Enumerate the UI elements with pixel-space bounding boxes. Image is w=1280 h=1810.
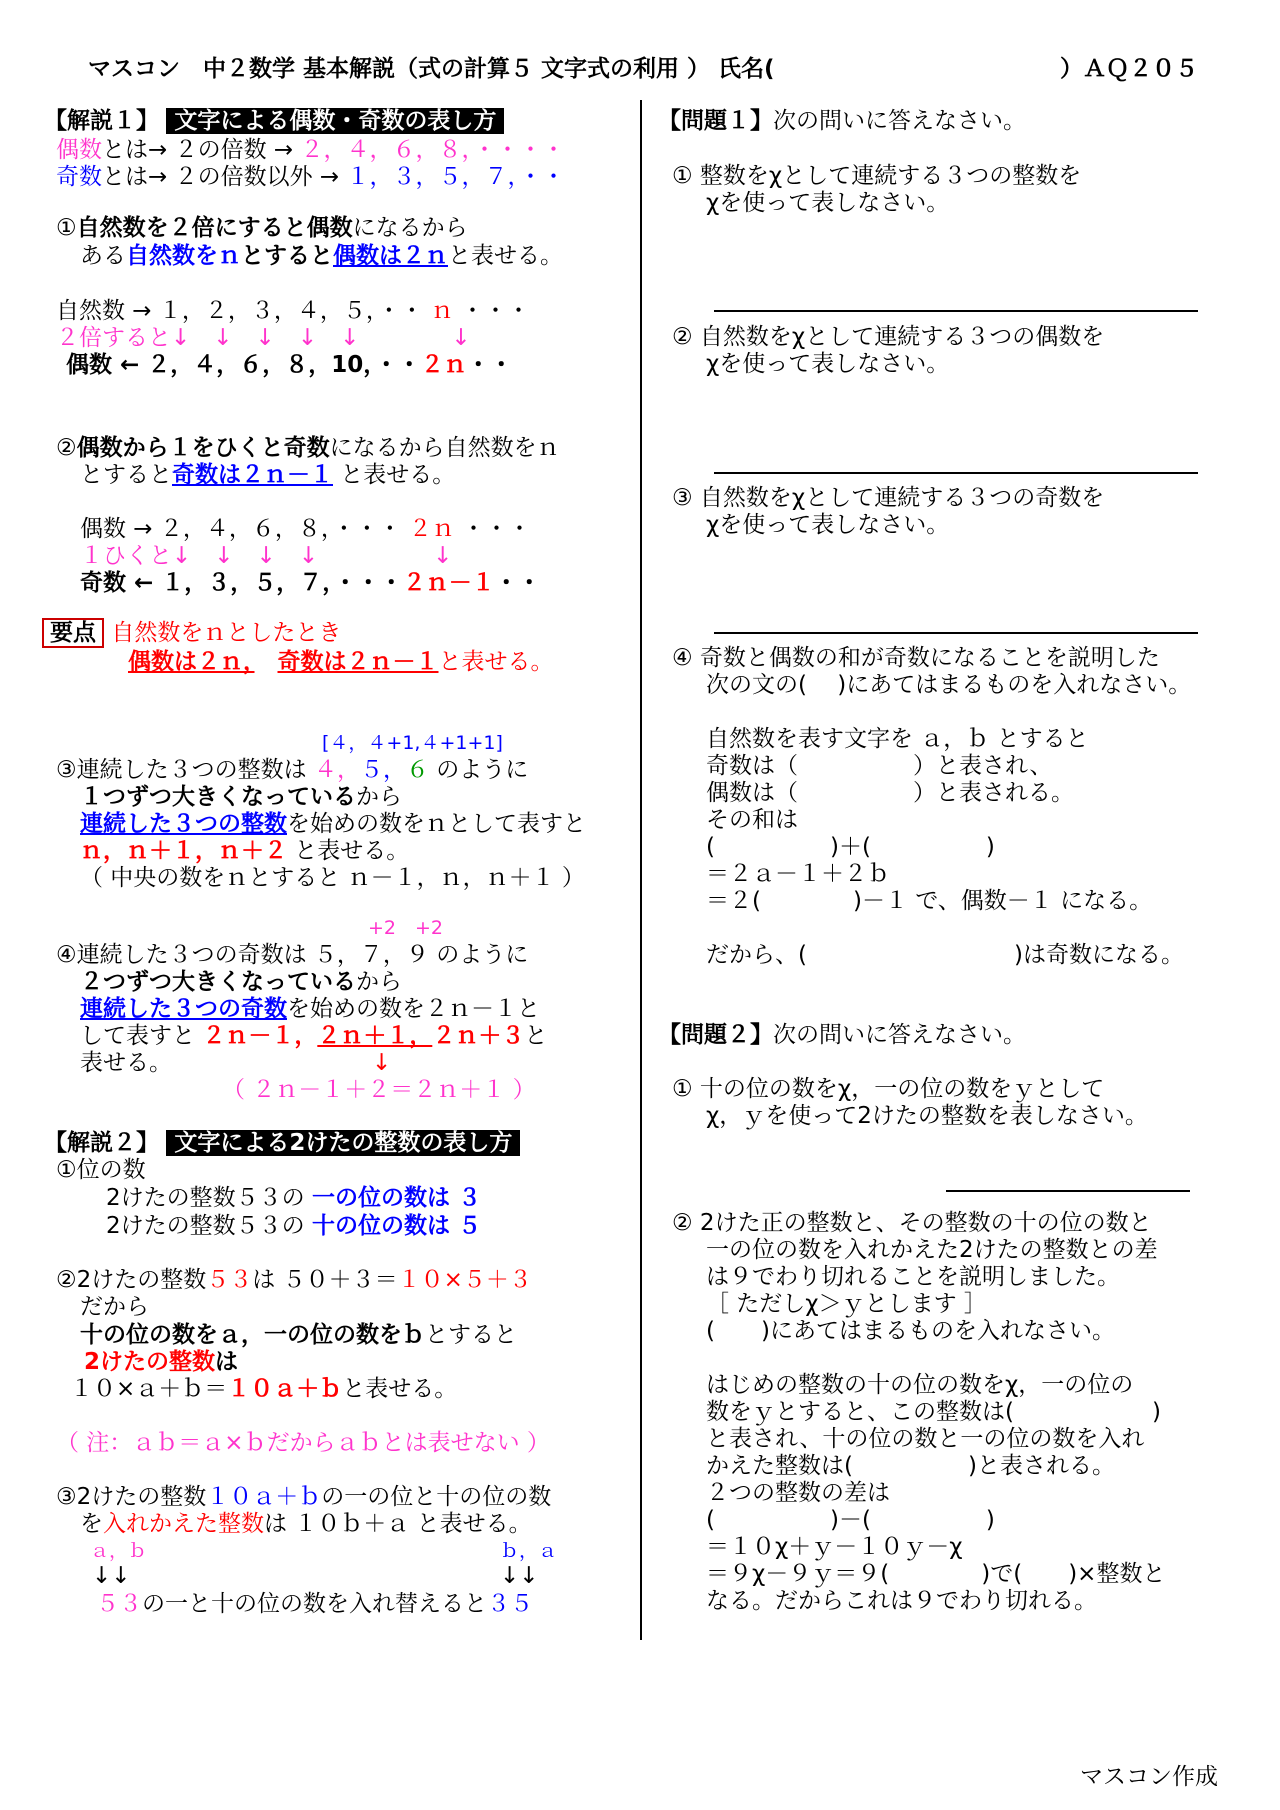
even-word: 偶数 <box>56 137 102 163</box>
r2-line8: と表され、十の位の数と一の位の数を入れ <box>706 1426 1145 1452</box>
point3-line3: 連続した３つの整数を始めの数をｎとして表すと <box>80 811 586 837</box>
k2-line9: ③2けたの整数１０ａ＋ｂの一の位と十の位の数 <box>56 1484 552 1510</box>
r2-line5: ( )にあてはまるものを入れなさい。 <box>706 1318 1115 1344</box>
mondai1-header <box>658 108 1026 134</box>
q3-line2: χを使って表しなさい。 <box>706 512 950 538</box>
table1-row2: ２倍すると↓ ↓ ↓ ↓ ↓ ↓ <box>56 325 471 351</box>
kaisetsu1-title: 文字による偶数・奇数の表し方 <box>166 108 504 134</box>
k2-ab-label: ａ，ｂ <box>90 1540 148 1562</box>
q4-line10: だから、( )は奇数になる。 <box>706 942 1184 968</box>
k2-line5: だから <box>80 1294 149 1320</box>
even-examples: ２，４，６，８，・・・・ <box>300 137 565 163</box>
r2-line12: ＝１０χ＋ｙ－１０ｙ－χ <box>706 1534 963 1560</box>
q4-line7: ( )＋( ) <box>706 834 995 860</box>
page-title: マスコン 中２数学 基本解説（式の計算５ 文字式の利用 ） 氏名( <box>88 56 775 82</box>
kaisetsu1-tag: 【解説１】 <box>44 108 159 134</box>
mondai1-tag: 【問題１】 <box>658 108 773 134</box>
q1-answer-line[interactable] <box>714 310 1198 312</box>
q1-line1: ① 整数をχとして連続する３つの整数を <box>672 163 1082 189</box>
k2-line8: １０×ａ＋ｂ＝１０ａ＋ｂと表せる。 <box>70 1376 458 1402</box>
q4-line5: 偶数は（ ）と表される。 <box>706 780 1074 806</box>
k2-ba-label: ｂ，ａ <box>500 1540 558 1562</box>
r2-line10: ２つの整数の差は <box>706 1480 890 1506</box>
column-divider <box>640 100 642 1640</box>
odd-examples: １，３，５，７，・・ <box>346 164 565 190</box>
q1-line2: χを使って表しなさい。 <box>706 190 950 216</box>
r2-line13: ＝９χ－９ｙ＝９( )で( )×整数と <box>706 1561 1166 1587</box>
k2-line4: ②2けたの整数５３は ５０＋３＝１０×５＋３ <box>56 1267 532 1293</box>
k2-note: （ 注：ａｂ＝ａ×ｂだからａｂとは表せない ） <box>56 1430 550 1456</box>
q4-line9: ＝２( )－１ で、偶数－１ になる。 <box>706 888 1153 914</box>
r1-line2: χ，ｙを使って2けたの整数を表しなさい。 <box>706 1103 1148 1129</box>
k2-line3: 2けたの整数５３の 十の位の数は ５ <box>106 1213 481 1239</box>
r2-line6: はじめの整数の十の位の数をχ，一の位の <box>706 1372 1134 1398</box>
r1-answer-line[interactable] <box>946 1190 1190 1192</box>
kaisetsu1-header <box>44 108 504 134</box>
q4-line2: 次の文の( )にあてはまるものを入れなさい。 <box>706 672 1192 698</box>
k2-line6: 十の位の数をａ，一の位の数をｂとすると <box>80 1322 517 1348</box>
r2-line4: ［ ただしχ＞ｙとします ］ <box>706 1291 987 1317</box>
q4-line1: ④ 奇数と偶数の和が奇数になることを説明した <box>672 645 1160 671</box>
q2-line2: χを使って表しなさい。 <box>706 351 950 377</box>
point3-line4: ｎ，ｎ＋１，ｎ＋２ と表せる。 <box>80 838 410 864</box>
kaisetsu2-tag: 【解説２】 <box>44 1130 159 1156</box>
table2-row3: 奇数 ← １，３，５，７，・・・２ｎ－１・・ <box>80 570 541 596</box>
mondai1-title: 次の問いに答えなさい。 <box>773 108 1026 134</box>
table1-row3: 偶数 ← ２，４，６，８，10，・・２ｎ・・ <box>66 352 513 378</box>
point2-line1: ②偶数から１をひくと奇数になるから自然数をｎ <box>56 435 560 461</box>
k2-line7: 2けたの整数は <box>84 1349 239 1375</box>
r2-line9: かえた整数は( )と表される。 <box>706 1453 1115 1479</box>
table2-row1: 偶数 → ２，４，６，８，・・・ ２ｎ ・・・ <box>80 516 532 542</box>
r2-line7: 数をｙとすると、この整数は( ) <box>706 1399 1161 1425</box>
k2-arrows-right: ↓↓ <box>500 1563 539 1589</box>
q3-answer-line[interactable] <box>714 632 1198 634</box>
youten-badge: 要点 <box>42 618 104 648</box>
point4-line5: 表せる。 <box>80 1050 172 1076</box>
k2-arrows-left: ↓↓ <box>92 1563 131 1589</box>
k2-line11: ５３の一と十の位の数を入れ替えると３５ <box>96 1591 533 1617</box>
r2-line11: ( )－( ) <box>706 1507 995 1533</box>
r2-line14: なる。だからこれは９でわり切れる。 <box>706 1588 1097 1614</box>
r2-line1: ② 2けた正の整数と、その整数の十の位の数と <box>672 1210 1152 1236</box>
odd-definition <box>56 164 565 190</box>
footer-credit: マスコン作成 <box>1080 1764 1218 1790</box>
q4-line6: その和は <box>706 807 798 833</box>
kaisetsu2-title: 文字による2けたの整数の表し方 <box>166 1130 520 1156</box>
odd-word: 奇数 <box>56 164 102 190</box>
point1-line1: ①自然数を２倍にすると偶数になるから <box>56 215 468 241</box>
q4-line4: 奇数は（ ）と表され、 <box>706 753 1053 779</box>
kaisetsu2-header <box>44 1130 520 1156</box>
q2-answer-line[interactable] <box>714 472 1198 474</box>
r2-line3: は９でわり切れることを説明しました。 <box>706 1264 1120 1290</box>
mondai2-title: 次の問いに答えなさい。 <box>773 1022 1026 1048</box>
point4-line3: 連続した３つの奇数を始めの数を２ｎ－１と <box>80 996 540 1022</box>
point4-line2: ２つずつ大きくなっているから <box>80 969 402 995</box>
r2-line2: 一の位の数を入れかえた2けたの整数との差 <box>706 1237 1158 1263</box>
point4-plus-labels: +2 +2 <box>368 917 444 939</box>
table2-row2: １ひくと↓ ↓ ↓ ↓ ↓ <box>80 543 453 569</box>
mondai2-header <box>658 1022 1026 1048</box>
youten-line2: 偶数は２ｎ， 奇数は２ｎ－１と表せる。 <box>128 649 554 675</box>
q4-line8: ＝２ａ－１＋２ｂ <box>706 861 890 887</box>
r1-line1: ① 十の位の数をχ，一の位の数をｙとして <box>672 1076 1105 1102</box>
point3-line1: ③連続した３つの整数は ４，５，６ のように <box>56 757 529 783</box>
k2-line2: 2けたの整数５３の 一の位の数は ３ <box>106 1185 481 1211</box>
point2-line2: とすると奇数は２ｎ－１ と表せる。 <box>80 462 456 488</box>
point4-line6: （ ２ｎ－１＋２＝２ｎ＋１ ） <box>222 1077 536 1103</box>
odd-desc: とは→ ２の倍数以外 → <box>102 164 347 190</box>
point4-line4: して表すと ２ｎ－１，２ｎ＋１，２ｎ＋３と <box>80 1023 548 1049</box>
even-desc: とは→ ２の倍数 → <box>102 137 301 163</box>
point4-line1: ④連続した３つの奇数は ５，７，９ のように <box>56 942 529 968</box>
point4-arrow: ↓ <box>372 1050 392 1076</box>
k2-line1: ①位の数 <box>56 1157 146 1183</box>
mondai2-tag: 【問題２】 <box>658 1022 773 1048</box>
point3-line5: （ 中央の数をｎとすると ｎ－１，ｎ，ｎ＋１ ） <box>80 865 585 891</box>
youten-text: 自然数をｎとしたとき <box>111 620 342 646</box>
k2-line10: を入れかえた整数は １０ｂ＋ａ と表せる。 <box>80 1511 532 1537</box>
q4-line3: 自然数を表す文字を ａ，ｂ とすると <box>706 726 1089 752</box>
point1-line2: ある自然数をｎとすると偶数は２ｎと表せる。 <box>80 243 563 269</box>
table1-row1: 自然数 → １，２，３，４，５，・・ ｎ ・・・ <box>56 298 531 324</box>
q2-line1: ② 自然数をχとして連続する３つの偶数を <box>672 324 1105 350</box>
even-definition <box>56 137 565 163</box>
point3-line2: １つずつ大きくなっているから <box>80 784 402 810</box>
youten-line1 <box>42 620 341 646</box>
q3-line1: ③ 自然数をχとして連続する３つの奇数を <box>672 485 1105 511</box>
worksheet-code: ）ＡＱ２０５ <box>1060 56 1198 82</box>
point3-bracket: [４，４+1,４+1+1] <box>322 732 503 754</box>
